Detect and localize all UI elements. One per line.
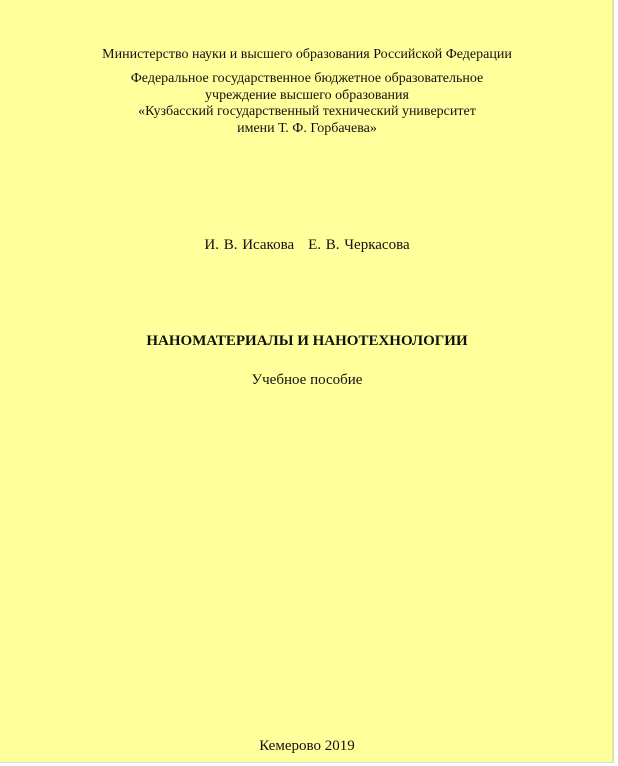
institution-line-2: учреждение высшего образования: [205, 87, 409, 103]
author-2: Е. В. Черкасова: [308, 237, 410, 253]
institution-line-1: Федеральное государственное бюджетное образовательное: [130, 71, 484, 86]
institution-name-block: [0, 71, 614, 137]
institution-line-4: имени Т. Ф. Горбачева»: [237, 120, 377, 136]
author-1: И. В. Исакова: [204, 237, 295, 253]
document-subtitle: Учебное пособие: [251, 372, 363, 388]
institution-line-3: «Кузбасский государственный технический университет: [138, 104, 476, 119]
authors-line: [0, 236, 614, 254]
ministry-name: Министерство науки и высшего образования Российской Федерации: [102, 47, 512, 62]
city-and-year: Кемерово 2019: [259, 738, 355, 754]
document-title: НАНОМАТЕРИАЛЫ И НАНОТЕХНОЛОГИИ: [146, 333, 468, 349]
